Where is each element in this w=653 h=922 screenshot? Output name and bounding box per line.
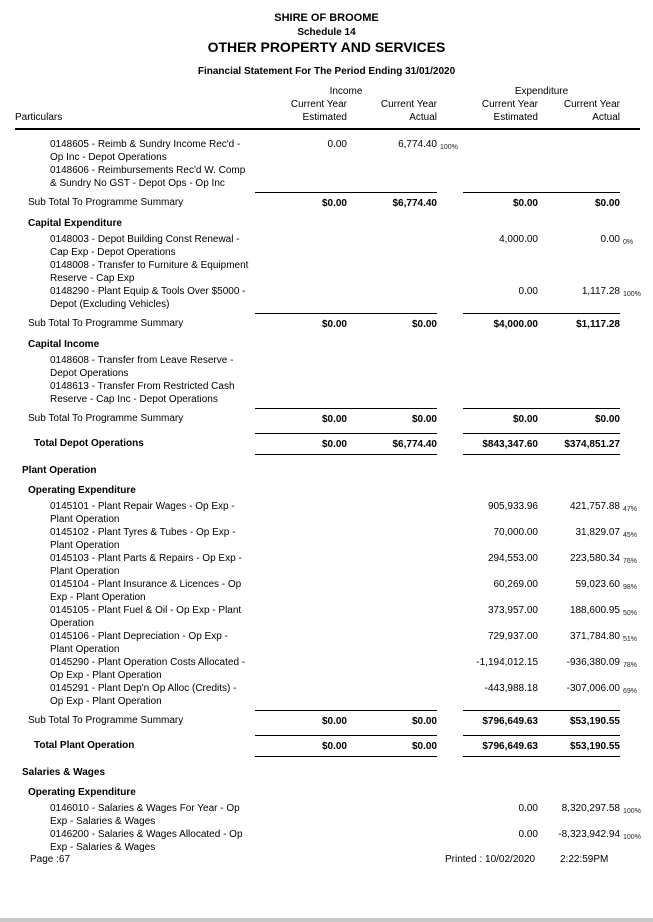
income-actual-value [347, 552, 437, 578]
income-actual-total: $6,774.40 [347, 433, 437, 455]
expenditure-actual-value: 8,320,297.58 [561, 803, 620, 814]
particulars-header: Particulars [15, 112, 63, 123]
expenditure-actual-total: $374,851.27 [538, 433, 620, 455]
report-rows [0, 138, 653, 854]
income-actual-subtotal: $0.00 [347, 313, 437, 331]
account-label: 0145106 - Plant Depreciation - Op Exp - Plant Operation [50, 631, 228, 655]
account-label: 0145101 - Plant Repair Wages - Op Exp - Plant Operation [50, 501, 235, 525]
expenditure-percent [620, 138, 648, 164]
expenditure-estimated-value: 60,269.00 [493, 579, 538, 590]
income-actual-year-header: Current Year [380, 99, 437, 110]
income-percent [437, 630, 463, 656]
account-label: 0145291 - Plant Dep'n Op Alloc (Credits) - Op Exp - Plant Operation [50, 683, 237, 707]
expenditure-actual-value: 0.00 [600, 234, 620, 245]
account-label: 0148606 - Reimbursements Rec'd W. Comp & Sundry No GST - Depot Ops - Op Inc [50, 165, 246, 189]
expenditure-estimated-value: 0.00 [518, 829, 538, 840]
expenditure-percent [620, 259, 648, 285]
expenditure-percent [620, 380, 648, 406]
account-row [15, 630, 648, 656]
income-actual-value [347, 259, 437, 285]
income-actual-value [347, 354, 437, 380]
account-label: 0148608 - Transfer from Leave Reserve - Depot Operations [50, 355, 234, 379]
expenditure-actual-header: Actual [592, 112, 620, 123]
expenditure-estimated-subtotal: $0.00 [463, 408, 538, 426]
organisation-name: SHIRE OF BROOME [274, 12, 379, 24]
page-footer [0, 854, 653, 868]
income-actual-header: Actual [409, 112, 437, 123]
report-subtitle: Financial Statement For The Period Ending 31/01/2020 [197, 66, 456, 77]
expenditure-estimated-total: $796,649.63 [463, 735, 538, 757]
account-row [15, 682, 648, 708]
subtotal-label: Sub Total To Programme Summary [28, 715, 184, 726]
income-estimated-subtotal: $0.00 [255, 192, 347, 210]
section-header-row [15, 338, 648, 351]
subtotal-label: Sub Total To Programme Summary [28, 413, 184, 424]
account-row [15, 656, 648, 682]
total-row [15, 433, 648, 455]
income-estimated-value [255, 500, 347, 526]
account-row [15, 802, 648, 828]
expenditure-actual-subtotal: $53,190.55 [538, 710, 620, 728]
expenditure-estimated-value [463, 354, 538, 380]
account-row [15, 828, 648, 854]
section-label: Capital Income [28, 339, 100, 350]
income-percent [437, 656, 463, 682]
account-label: 0146010 - Salaries & Wages For Year - Op Exp - Salaries & Wages [50, 803, 240, 827]
expenditure-estimated-value [463, 164, 538, 190]
expenditure-estimated-value: 905,933.96 [487, 501, 538, 512]
account-row [15, 526, 648, 552]
income-actual-value [347, 500, 437, 526]
subtotal-label: Sub Total To Programme Summary [28, 197, 184, 208]
subtotal-row [15, 313, 648, 331]
printed-time: 2:22:59PM [560, 854, 609, 865]
income-actual-value [347, 380, 437, 406]
subtotal-label: Sub Total To Programme Summary [28, 318, 184, 329]
account-label: 0146200 - Salaries & Wages Allocated - Op Exp - Salaries & Wages [50, 829, 243, 853]
expenditure-estimated-value: 373,957.00 [487, 605, 538, 616]
income-actual-value [347, 526, 437, 552]
income-estimated-value [255, 259, 347, 285]
income-actual-value: 6,774.40 [398, 139, 437, 150]
account-row [15, 500, 648, 526]
income-estimated-value [255, 828, 347, 854]
expenditure-percent: 98% [623, 584, 638, 591]
expenditure-estimated-subtotal: $796,649.63 [463, 710, 538, 728]
expenditure-estimated-value: 0.00 [518, 803, 538, 814]
income-percent [437, 233, 463, 259]
account-row [15, 233, 648, 259]
section-label: Capital Expenditure [28, 218, 122, 229]
expenditure-estimated-value: 4,000.00 [499, 234, 538, 245]
expenditure-estimated-value: 729,937.00 [487, 631, 538, 642]
expenditure-estimated-subtotal: $4,000.00 [463, 313, 538, 331]
income-estimated-total: $0.00 [255, 735, 347, 757]
income-actual-subtotal: $0.00 [347, 408, 437, 426]
total-label: Total Depot Operations [34, 438, 144, 449]
expenditure-estimated-value [463, 380, 538, 406]
expenditure-actual-subtotal: $0.00 [538, 408, 620, 426]
section-label: Operating Expenditure [28, 787, 136, 798]
account-row [15, 354, 648, 380]
current-year-header-row [15, 99, 648, 111]
account-label: 0145105 - Plant Fuel & Oil - Op Exp - Plant Operation [50, 605, 242, 629]
account-label: 0145103 - Plant Parts & Repairs - Op Exp - Plant Operation [50, 553, 242, 577]
expenditure-percent [620, 164, 648, 190]
account-label: 0148008 - Transfer to Furniture & Equipment Reserve - Cap Exp [50, 260, 249, 284]
expenditure-actual-value: -8,323,942.94 [558, 829, 620, 840]
income-estimated-subtotal: $0.00 [255, 313, 347, 331]
income-group-header: Income [329, 86, 363, 97]
expenditure-actual-value [538, 138, 620, 164]
income-actual-value [347, 233, 437, 259]
income-actual-value [347, 604, 437, 630]
subtotal-row [15, 192, 648, 210]
account-label: 0148003 - Depot Building Const Renewal - Cap Exp - Depot Operations [50, 234, 240, 258]
income-percent [437, 682, 463, 708]
account-row [15, 578, 648, 604]
expenditure-percent: 47% [623, 506, 638, 513]
expenditure-actual-value: 223,580.34 [569, 553, 620, 564]
total-label: Total Plant Operation [34, 740, 135, 751]
account-label: 0148290 - Plant Equip & Tools Over $5000 - Depot (Excluding Vehicles) [50, 286, 246, 310]
income-actual-value [347, 828, 437, 854]
income-percent [437, 259, 463, 285]
expenditure-percent: 78% [623, 662, 638, 669]
expenditure-percent: 50% [623, 610, 638, 617]
column-headers [0, 86, 653, 130]
expenditure-actual-value: 31,829.07 [575, 527, 620, 538]
expenditure-actual-value: -936,380.09 [566, 657, 620, 668]
account-row [15, 285, 648, 311]
group-label: Plant Operation [22, 465, 97, 476]
account-label: 0145102 - Plant Tyres & Tubes - Op Exp - Plant Operation [50, 527, 236, 551]
income-estimated-value [255, 285, 347, 311]
income-actual-value [347, 802, 437, 828]
expenditure-actual-value: 1,117.28 [581, 286, 620, 297]
expenditure-actual-value: 371,784.80 [569, 631, 620, 642]
section-header-row [15, 484, 648, 497]
income-estimated-header: Estimated [302, 112, 347, 123]
income-actual-value [347, 656, 437, 682]
printed-date: Printed : 10/02/2020 [445, 854, 536, 865]
income-estimated-value [255, 233, 347, 259]
expenditure-actual-subtotal: $0.00 [538, 192, 620, 210]
expenditure-percent: 76% [623, 558, 638, 565]
income-estimated-value [255, 656, 347, 682]
expenditure-actual-value [538, 259, 620, 285]
expenditure-actual-value: 421,757.88 [569, 501, 620, 512]
report-title: OTHER PROPERTY AND SERVICES [207, 39, 446, 55]
account-label: 0148605 - Reimb & Sundry Income Rec'd - Op Inc - Depot Operations [50, 139, 241, 163]
account-row [15, 604, 648, 630]
account-row [15, 259, 648, 285]
income-percent [437, 285, 463, 311]
expenditure-estimated-subtotal: $0.00 [463, 192, 538, 210]
expenditure-actual-year-header: Current Year [563, 99, 620, 110]
income-percent [437, 604, 463, 630]
income-estimated-total: $0.00 [255, 433, 347, 455]
income-estimated-value [255, 578, 347, 604]
income-actual-value [347, 630, 437, 656]
subtotal-row [15, 710, 648, 728]
income-actual-subtotal: $0.00 [347, 710, 437, 728]
income-percent [437, 164, 463, 190]
schedule-number: Schedule 14 [297, 27, 356, 38]
group-header-row [15, 86, 648, 98]
income-estimated-value [255, 164, 347, 190]
income-estimated-value [255, 682, 347, 708]
income-estimated-year-header: Current Year [290, 99, 347, 110]
account-row [15, 138, 648, 164]
income-estimated-value [255, 354, 347, 380]
income-actual-value [347, 285, 437, 311]
expenditure-estimated-total: $843,347.60 [463, 433, 538, 455]
income-percent [437, 354, 463, 380]
group-header-row [15, 766, 648, 779]
expenditure-estimated-value: 70,000.00 [493, 527, 538, 538]
account-row [15, 552, 648, 578]
account-label: 0145104 - Plant Insurance & Licences - Op Exp - Plant Operation [50, 579, 242, 603]
income-percent [437, 552, 463, 578]
expenditure-estimated-year-header: Current Year [481, 99, 538, 110]
income-estimated-subtotal: $0.00 [255, 710, 347, 728]
total-row [15, 735, 648, 757]
income-actual-value [347, 578, 437, 604]
expenditure-estimated-value [463, 259, 538, 285]
expenditure-actual-total: $53,190.55 [538, 735, 620, 757]
expenditure-actual-value [538, 380, 620, 406]
expenditure-estimated-value: 294,553.00 [487, 553, 538, 564]
income-estimated-value [255, 630, 347, 656]
income-estimated-value: 0.00 [327, 139, 347, 150]
income-percent [437, 578, 463, 604]
expenditure-group-header: Expenditure [514, 86, 569, 97]
income-percent: 100% [440, 144, 458, 151]
expenditure-estimated-value: 0.00 [518, 286, 538, 297]
account-row [15, 380, 648, 406]
income-percent [437, 526, 463, 552]
expenditure-percent: 100% [623, 291, 641, 298]
document-header [0, 0, 653, 78]
income-percent [437, 828, 463, 854]
expenditure-percent: 100% [623, 808, 641, 815]
income-actual-value [347, 682, 437, 708]
page-number: Page :67 [30, 854, 71, 865]
expenditure-percent [620, 354, 648, 380]
account-row [15, 164, 648, 190]
expenditure-estimated-value [463, 138, 538, 164]
expenditure-actual-value [538, 354, 620, 380]
section-header-row [15, 217, 648, 230]
section-header-row [15, 786, 648, 799]
income-percent [437, 802, 463, 828]
income-actual-subtotal: $6,774.40 [347, 192, 437, 210]
income-estimated-value [255, 552, 347, 578]
header-rule [15, 128, 640, 130]
section-label: Operating Expenditure [28, 485, 136, 496]
expenditure-estimated-value: -1,194,012.15 [476, 657, 538, 668]
expenditure-percent: 0% [623, 239, 634, 246]
income-actual-value [347, 164, 437, 190]
income-estimated-subtotal: $0.00 [255, 408, 347, 426]
expenditure-actual-value: -307,006.00 [566, 683, 620, 694]
expenditure-percent: 51% [623, 636, 638, 643]
page-bottom-edge [0, 918, 653, 922]
expenditure-percent: 100% [623, 834, 641, 841]
expenditure-percent: 45% [623, 532, 638, 539]
expenditure-percent: 69% [623, 688, 638, 695]
expenditure-actual-value: 59,023.60 [575, 579, 620, 590]
account-label: 0148613 - Transfer From Restricted Cash Reserve - Cap Inc - Depot Operations [50, 381, 235, 405]
group-label: Salaries & Wages [22, 767, 106, 778]
income-estimated-value [255, 380, 347, 406]
income-percent [437, 380, 463, 406]
subcolumn-header-row [15, 112, 648, 124]
income-estimated-value [255, 526, 347, 552]
income-percent [437, 500, 463, 526]
account-label: 0145290 - Plant Operation Costs Allocated - Op Exp - Plant Operation [50, 657, 246, 681]
income-actual-total: $0.00 [347, 735, 437, 757]
expenditure-estimated-header: Estimated [493, 112, 538, 123]
expenditure-actual-value [538, 164, 620, 190]
expenditure-actual-value: 188,600.95 [569, 605, 620, 616]
subtotal-row [15, 408, 648, 426]
expenditure-actual-subtotal: $1,117.28 [538, 313, 620, 331]
group-header-row [15, 464, 648, 477]
income-estimated-value [255, 604, 347, 630]
expenditure-estimated-value: -443,988.18 [484, 683, 538, 694]
income-estimated-value [255, 802, 347, 828]
